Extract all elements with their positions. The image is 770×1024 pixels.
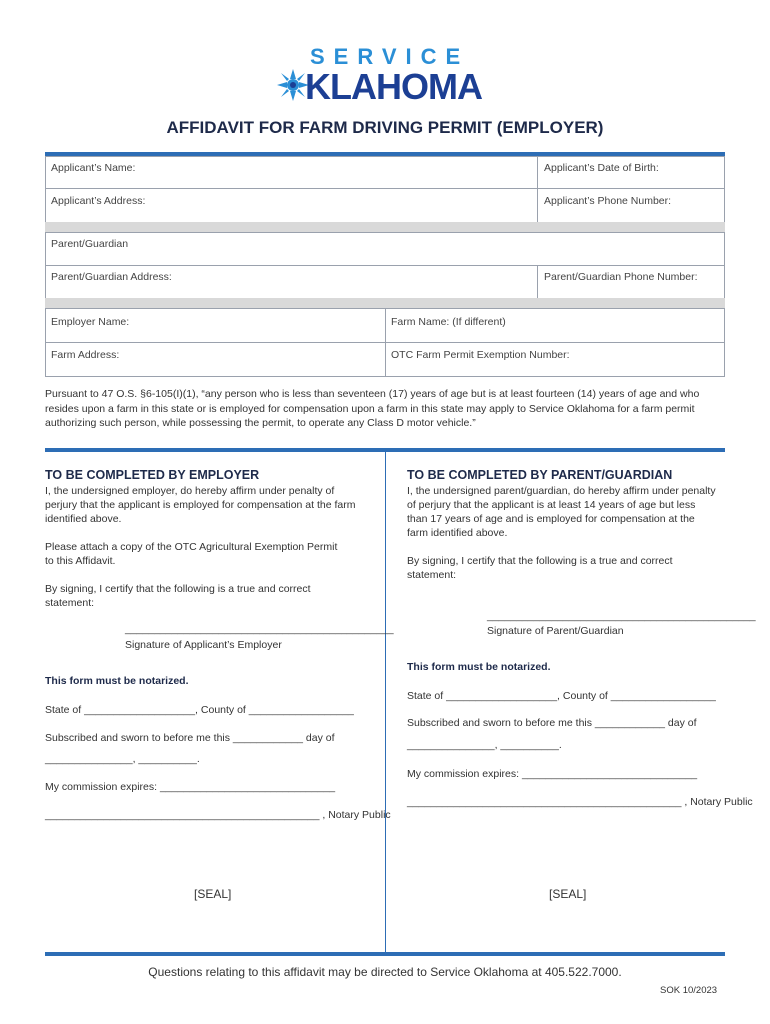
farm-address-field[interactable]: Farm Address:	[51, 349, 120, 361]
bottom-rule	[45, 952, 725, 956]
applicant-address-field[interactable]: Applicant’s Address:	[51, 195, 146, 207]
parent-certify-text: By signing, I certify that the following is a true and correct statement:	[407, 555, 673, 581]
parent-sworn-text[interactable]: Subscribed and sworn to before me this ____________ day of	[407, 717, 697, 729]
employer-notarized-text: This form must be notarized.	[45, 675, 189, 687]
applicant-phone-field[interactable]: Applicant’s Phone Number:	[544, 195, 672, 207]
parent-notarized-text: This form must be notarized.	[407, 661, 551, 673]
logo-oklahoma-text: KLAHOMA	[305, 66, 482, 107]
otc-number-field[interactable]: OTC Farm Permit Exemption Number:	[391, 349, 570, 361]
logo-service-text: SERVICE	[310, 44, 470, 69]
employer-attach-text: Please attach a copy of the OTC Agricultural Exemption Permit to this Affidavit.	[45, 541, 338, 567]
parent-address-field[interactable]: Parent/Guardian Address:	[51, 271, 172, 283]
parent-commission-text[interactable]: My commission expires: ______________________________	[407, 768, 698, 780]
employer-heading: TO BE COMPLETED BY EMPLOYER	[45, 468, 260, 482]
applicant-name-field[interactable]: Applicant’s Name:	[51, 162, 136, 174]
employer-notary-line[interactable]: _______________________________________________ , Notary Public	[45, 809, 391, 821]
parent-signature-label: Signature of Parent/Guardian	[487, 625, 624, 637]
column-divider	[385, 452, 386, 952]
applicant-dob-field[interactable]: Applicant’s Date of Birth:	[544, 162, 659, 174]
employer-certify-text: By signing, I certify that the following is a true and correct statement:	[45, 583, 311, 609]
farm-name-field[interactable]: Farm Name: (If different)	[391, 316, 506, 328]
employer-signature-label: Signature of Applicant’s Employer	[125, 639, 282, 651]
employer-state-county[interactable]: State of ___________________, County of __________________	[45, 704, 354, 716]
separator-band	[45, 222, 725, 232]
parent-heading: TO BE COMPLETED BY PARENT/GUARDIAN	[407, 468, 673, 482]
employer-affirm-text: I, the undersigned employer, do hereby affirm under penalty of perjury that the applicant is employed for compensation at the farm identified above.	[45, 485, 356, 525]
form-code: SOK 10/2023	[660, 985, 718, 996]
employer-sworn-text[interactable]: Subscribed and sworn to before me this ____________ day of	[45, 732, 335, 744]
parent-signature-line[interactable]: ______________________________________________	[487, 610, 756, 622]
statute-paragraph: Pursuant to 47 O.S. §6-105(I)(1), “any person who is less than seventeen (17) years of age but is at least fourteen (14) years of age and who resides upon a farm in this state or is employed for compensation upon a farm in this state may apply to Service Oklahoma for a farm permit authorizing such person, while possessing the permit, to operate any Class D motor vehicle.”	[45, 388, 700, 429]
parent-guardian-field[interactable]: Parent/Guardian	[51, 238, 129, 250]
parent-notary-line[interactable]: _______________________________________________ , Notary Public	[407, 796, 753, 808]
employer-commission-text[interactable]: My commission expires: ______________________________	[45, 781, 336, 793]
parent-state-county[interactable]: State of ___________________, County of __________________	[407, 690, 716, 702]
parent-date-line[interactable]: _______________, __________.	[407, 739, 562, 751]
employer-signature-line[interactable]: ______________________________________________	[125, 623, 394, 635]
parent-affirm-text: I, the undersigned parent/guardian, do hereby affirm under penalty of perjury that the applicant is at least 14 years of age but less than 17 years of age and is employed for compensation at the farm identified above.	[407, 485, 716, 539]
footer-contact: Questions relating to this affidavit may be directed to Service Oklahoma at 405.522.7000.	[148, 965, 622, 979]
separator-band	[45, 298, 725, 308]
employer-name-field[interactable]: Employer Name:	[51, 316, 130, 328]
employer-seal: [SEAL]	[194, 887, 232, 901]
parent-phone-field[interactable]: Parent/Guardian Phone Number:	[544, 271, 698, 283]
parent-seal: [SEAL]	[549, 887, 587, 901]
employer-date-line[interactable]: _______________, __________.	[45, 753, 200, 765]
page-title: AFFIDAVIT FOR FARM DRIVING PERMIT (EMPLOYER)	[166, 118, 604, 137]
